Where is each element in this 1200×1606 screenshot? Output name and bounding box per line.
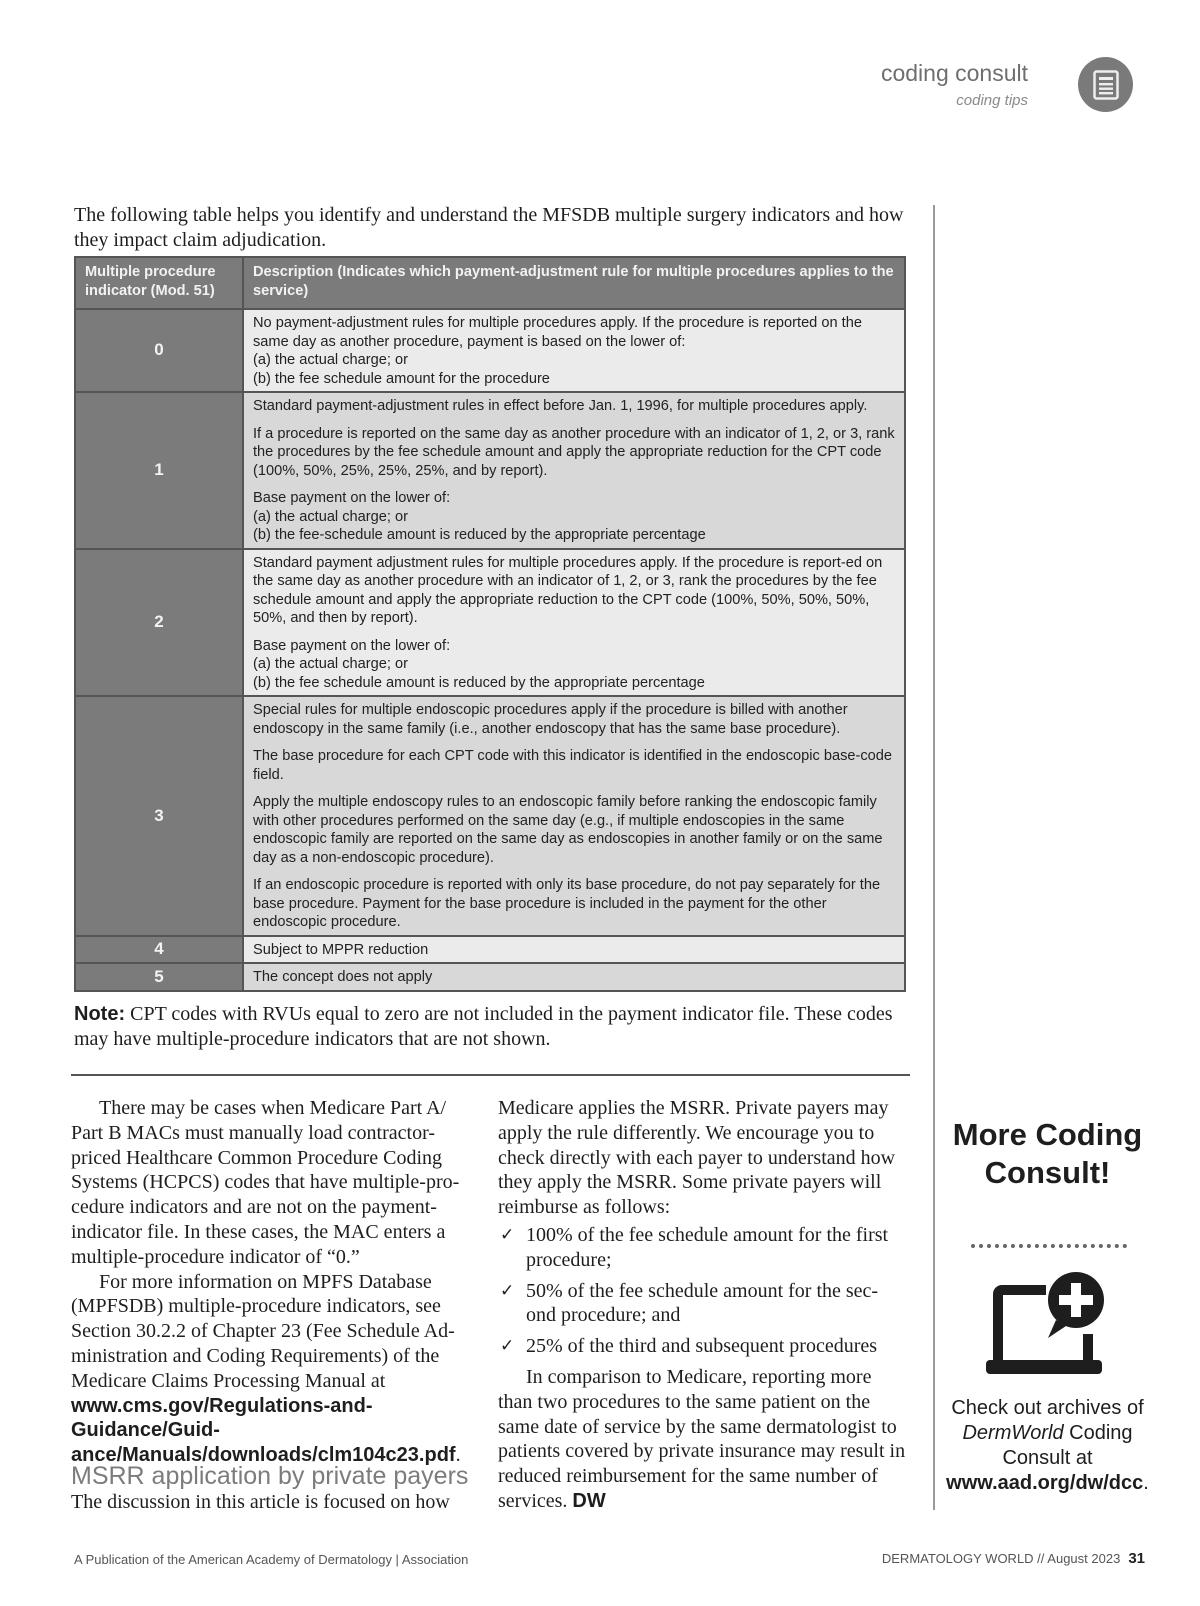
list-item-text: 25% of the third and subsequent procedures (526, 1335, 878, 1358)
description-paragraph: Subject to MPPR reduction (253, 941, 429, 958)
indicator-cell: 4 (75, 936, 243, 964)
paragraph-end: . (455, 1444, 461, 1467)
magazine-name: DermWorld (962, 1422, 1064, 1444)
table-row (75, 549, 905, 697)
cms-manual-link[interactable]: www.cms.gov/Regulations-and-Guidance/Guid-ance/Manuals/downloads/clm104c23.pdf (71, 1394, 456, 1467)
table-header-row (75, 257, 905, 309)
dotted-divider (971, 1244, 1127, 1248)
indicator-cell: 3 (75, 696, 243, 936)
paragraph-text: For more information on MPFS Database (MPFSDB) multiple-procedure indicators, see Section 30.2.2 of Chapter 23 (Fee Schedule Ad-ministration and Coding Requirements) of the Medicare Claims Processing Manual at (71, 1270, 455, 1392)
laptop-plus-icon (982, 1268, 1114, 1380)
description-cell (243, 392, 905, 549)
description-paragraph: The base procedure for each CPT code with this indicator is identified in the endoscopic base-code field. (253, 748, 892, 783)
archive-link[interactable]: www.aad.org/dw/dcc (946, 1472, 1144, 1494)
body-paragraph: Medicare applies the MSRR. Private payers may apply the rule differently. We encourage you to check directly with each payer to understand how they apply the MSRR. Some private payers will reimburse as follows: (498, 1097, 896, 1219)
intro-paragraph: The following table helps you identify and understand the MFSDB multiple surgery indicators and how they impact claim adjudication. (74, 204, 904, 251)
section-heading: MSRR application by private payers (71, 1462, 469, 1490)
section-title: coding consult (880, 60, 1028, 86)
promo-text-part: Coding Consult at (1002, 1422, 1133, 1469)
left-column (71, 1096, 467, 1468)
description-paragraph: Standard payment-adjustment rules in effect before Jan. 1, 1996, for multiple procedures apply. (253, 398, 868, 414)
body-paragraph: The discussion in this article is focused on how (71, 1491, 450, 1513)
promo-text-part: Check out archives of (951, 1397, 1144, 1419)
body-paragraph (71, 1270, 467, 1468)
table-row (75, 696, 905, 936)
promo-text-end: . (1143, 1472, 1149, 1494)
description-cell (243, 696, 905, 936)
description-cell (243, 549, 905, 697)
indicator-cell: 0 (75, 309, 243, 392)
checklist (498, 1223, 908, 1359)
issue-label: DERMATOLOGY WORLD // August 2023 (881, 1551, 1121, 1566)
table-row (75, 392, 905, 549)
column-header-description: Description (Indicates which payment-adjustment rule for multiple procedures applies to the service) (243, 257, 905, 309)
checkmark-icon: ✓ (500, 1336, 515, 1357)
end-mark: DW (572, 1489, 606, 1512)
table-row (75, 309, 905, 392)
description-paragraph: The concept does not apply (253, 969, 433, 985)
description-cell (243, 936, 905, 964)
document-icon (1078, 57, 1133, 112)
page-number: 31 (1128, 1550, 1145, 1567)
description-cell (243, 309, 905, 392)
body-paragraph (498, 1365, 908, 1514)
indicator-cell: 1 (75, 392, 243, 549)
table-row (75, 936, 905, 964)
note-text: CPT codes with RVUs equal to zero are not included in the payment indicator file. These codes may have multiple-procedure indicators that are not shown. (74, 1003, 893, 1050)
promo-title: More Coding Consult! (952, 1117, 1143, 1190)
body-paragraph: There may be cases when Medicare Part A/ Part B MACs must manually load contractor-priced Healthcare Common Procedure Coding Systems (HCPCS) codes that have multiple-pro-cedure indicators and are not on the payment-indicator file. In these cases, the MAC enters a multiple-procedure indicator of “0.” (71, 1097, 460, 1268)
description-paragraph: If an endoscopic procedure is reported with only its base procedure, do not pay separately for the base procedure. Payment for the base procedure is included in the payment for the other endoscopic procedure. (253, 877, 881, 930)
indicator-cell: 5 (75, 963, 243, 991)
checkmark-icon: ✓ (500, 1280, 515, 1301)
list-item (498, 1279, 908, 1329)
section-subtitle: coding tips (956, 92, 1028, 109)
footer-issue (882, 1550, 1145, 1567)
right-column (498, 1096, 908, 1514)
description-paragraph: No payment-adjustment rules for multiple procedures apply. If the procedure is reported on the same day as another procedure, payment is based on the lower of: (a) the actual charge; or (b) the fee schedule amount for the procedure (253, 315, 862, 387)
section-divider (71, 1074, 910, 1076)
sidebar-divider (933, 205, 935, 1510)
checkmark-icon: ✓ (500, 1224, 515, 1245)
column-header-indicator: Multiple procedure indicator (Mod. 51) (75, 257, 243, 309)
publication-credit: A Publication of the American Academy of Dermatology | Association (74, 1552, 469, 1567)
description-cell (243, 963, 905, 991)
description-paragraph: Base payment on the lower of: (a) the actual charge; or (b) the fee schedule amount is reduced by the appropriate percentage (253, 637, 705, 691)
indicator-cell: 2 (75, 549, 243, 697)
multiple-procedure-table (74, 256, 906, 992)
description-paragraph: Base payment on the lower of: (a) the actual charge; or (b) the fee-schedule amount is reduced by the appropriate percentage (253, 490, 706, 543)
promo-text (945, 1396, 1150, 1496)
list-item (498, 1334, 908, 1359)
table-note (74, 1002, 894, 1052)
description-paragraph: If a procedure is reported on the same day as another procedure with an indicator of 1, 2, or 3, rank the procedures by the fee schedule amount and apply the appropriate reduction for the CPT code (100%, 50%, 25%, 25%, 25%, and by report). (253, 425, 895, 479)
list-item-text: 50% of the fee schedule amount for the sec-ond procedure; and (526, 1279, 879, 1327)
paragraph-text: In comparison to Medicare, reporting more than two procedures to the same patient on the same date of service by the same dermatologist to patients covered by private insurance may result in reduced reimbursement for the same number of services. (498, 1365, 906, 1512)
description-paragraph: Standard payment adjustment rules for multiple procedures apply. If the procedure is report-ed on the same day as another procedure with an indicator of 1, 2, or 3, rank the procedures by the fee schedule amount and apply the appropriate reduction to the CPT code (100%, 50%, 50%, 50%, 50%, and then by report). (253, 554, 883, 626)
list-item-text: 100% of the fee schedule amount for the first procedure; (526, 1223, 889, 1271)
table-row (75, 963, 905, 991)
description-paragraph: Special rules for multiple endoscopic procedures apply if the procedure is billed with another endoscopy in the same family (i.e., another endoscopy that has the same base procedure). (253, 702, 848, 737)
table-body (75, 309, 905, 991)
list-item (498, 1223, 908, 1273)
note-label: Note: (74, 1003, 126, 1025)
description-paragraph: Apply the multiple endoscopy rules to an endoscopic family before ranking the endoscopic family with other procedures performed on the same day (e.g., if multiple endoscopies in the same endoscopic family are reported on the same day as endoscopies in another family or on the same day as a non-endoscopic procedure). (253, 794, 883, 866)
